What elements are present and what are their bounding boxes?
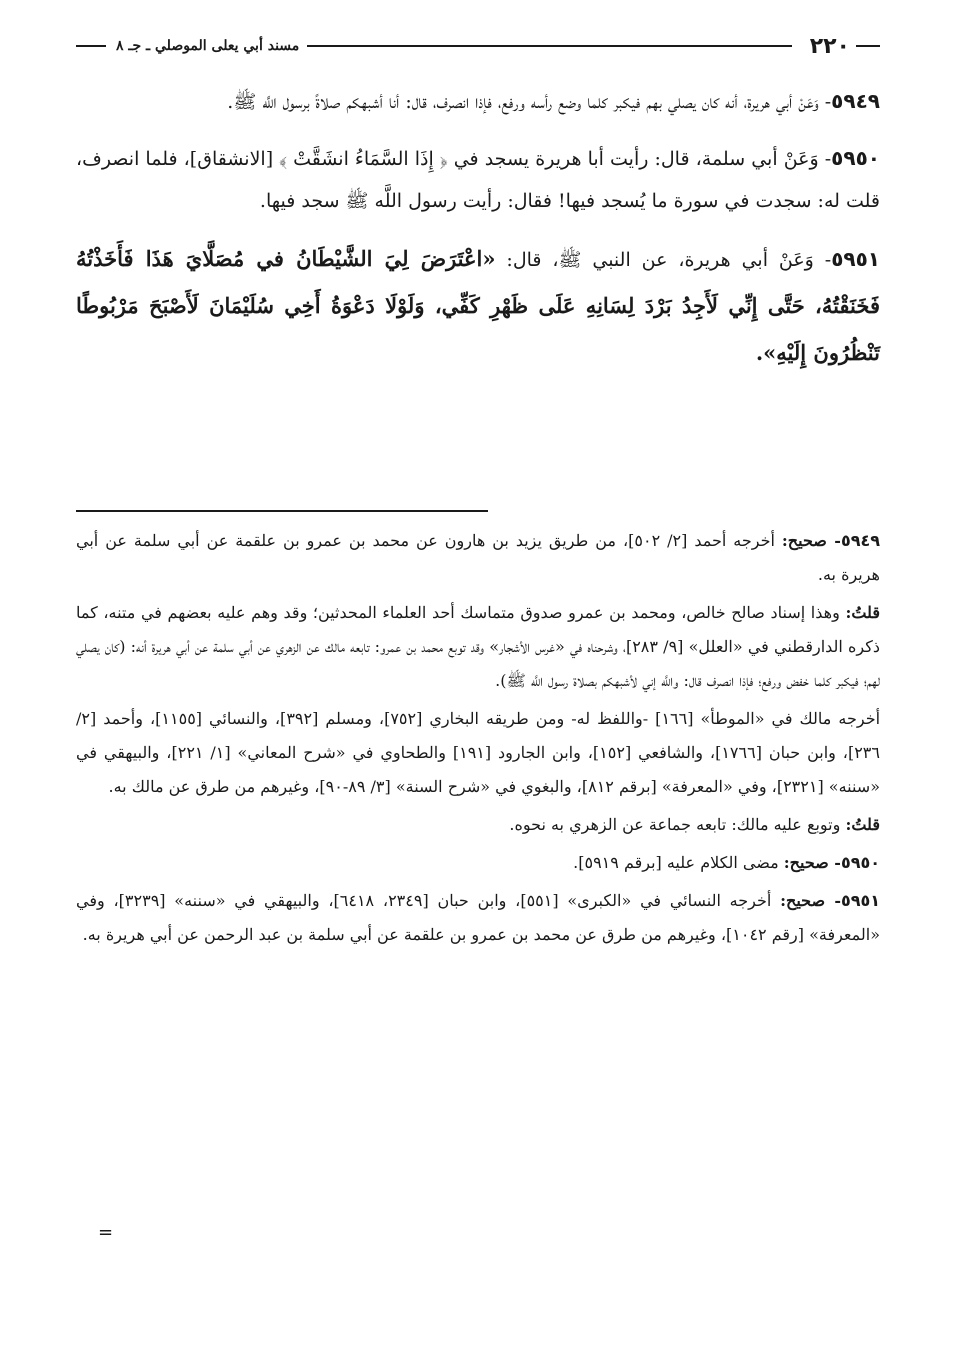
page-header	[76, 30, 880, 62]
note-grade: - صحيح:	[781, 531, 841, 550]
header-dash-end	[76, 45, 106, 47]
note-body: أخرجه أحمد [٢/ ٥٠٢]، من طريق يزيد بن هارون عن محمد بن عمرو بن علقمة عن أبي سلمة عن أبي هريرة به.	[76, 531, 880, 584]
hadith-5950	[76, 137, 880, 222]
note-label: قلتُ:	[845, 603, 880, 622]
hadith-text-block	[76, 80, 880, 391]
note-5951	[76, 884, 880, 952]
note-5950	[76, 846, 880, 880]
footnotes	[76, 524, 880, 956]
note-takhrij	[76, 702, 880, 804]
hadith-body: - وَعَنْ أبي هريرة، أنه كان يصلي بهم فيكبر كلما وضع رأسه ورفع، فإذا انصرف، قال: أنا أشبهكم صلاةً برسول اللَّه ﷺ.	[227, 91, 832, 113]
note-body: وتوبع عليه مالك: تابعه جماعة عن الزهري به نحوه.	[509, 815, 846, 834]
note-body: أخرجه مالك في «الموطأ» [١٦٦] -واللفظ له- ومن طريقه البخاري [٧٥٢]، ومسلم [٣٩٢]، والنسائي [١١٥٥]، وأحمد [٢/ ٢٣٦]، وابن حبان [١٧٦٦]، والشافعي [١٥٢]، وابن الجارود [١٩١] والطحاوي في «شرح المعاني» [١/ ٢٢١]، والبيهقي في «سننه» [٢٣٢١]، وفي «المعرفة» [برقم ٨١٢]، والبغوي في «شرح السنة» [٣/ ٨٩-٩٠]، وغيرهم من طرق عن مالك به.	[76, 709, 881, 796]
hadith-5951	[76, 236, 880, 377]
note-grade: - صحيح:	[783, 853, 841, 872]
header-dash	[856, 45, 880, 47]
note-body: وهذا إسناد صالح خالص، ومحمد بن عمرو صدوق متماسك أحد العلماء المحدثين؛ وقد وهم عليه بعضهم في متنه، كما ذكره الدارقطني في «العلل» [٩/ ٢٨٣]، وشرحناه في «غرس الأشجار» وقد توبع محمد بن عمرو: تابعه مالك عن الزهري عن أبي سلمة عن أبي هريرة أنه: (كان يصلي لهم؛ فيكبر كلما خفض ورفع؛ فإذا انصرف قال: واللَّه إني لأشبهكم بصلاة رسول اللَّه ﷺ).	[76, 603, 881, 690]
note-comment-2	[76, 808, 880, 842]
note-number: ٥٩٤٩	[840, 531, 881, 550]
note-5949	[76, 524, 880, 592]
note-number: ٥٩٥١	[840, 891, 881, 910]
hadith-number: ٥٩٥٠	[831, 146, 880, 170]
book-title: مسند أبي يعلى الموصلي ـ جـ ٨	[116, 38, 300, 54]
note-body: مضى الكلام عليه [برقم ٥٩١٩].	[573, 853, 784, 872]
note-grade: - صحيح:	[780, 891, 841, 910]
hadith-lead: - وَعَنْ أبي هريرة، عن النبي ﷺ، قال:	[495, 249, 832, 271]
page-number: ٢٢٠	[809, 33, 850, 59]
hadith-5949	[76, 80, 880, 123]
note-comment	[76, 596, 880, 698]
hadith-matn: «اعْتَرَضَ لِيَ الشَّيْطَانُ في مُصَلَّايَ هَذَا فَأَخَذْتُهُ فَخَنَقْتُهُ، حَتَّى إِنِّي لَأَجِدُ بَرْدَ لِسَانِهِ عَلَى ظَهْرِ كَفِّي، وَلَوْلَا دَعْوَةُ أَخِي سُلَيْمَانَ لَأَصْبَحَ مَرْبُوطًا تَنْظُرُونَ إِلَيْهِ».	[76, 246, 880, 365]
note-number: ٥٩٥٠	[840, 853, 880, 872]
header-rule	[307, 45, 791, 47]
footnote-separator	[76, 510, 488, 512]
note-body: أخرجه النسائي في «الكبرى» [٥٥١]، وابن حبان [٢٣٤٩، ٦٤١٨]، والبيهقي في «سننه» [٣٢٣٩]، وفي «المعرفة» [رقم ١٠٤٢]، وغيرهم من طرق عن محمد بن عمرو بن علقمة عن أبي سلمة بن عبد الرحمن عن أبي هريرة به.	[76, 891, 880, 944]
hadith-number: ٥٩٤٩	[831, 89, 880, 113]
hadith-body: - وَعَنْ أبي سلمة، قال: رأيت أبا هريرة يسجد في ﴿ إِذَا السَّمَاءُ انشَقَّتْ ﴾ [الانشقاق]، فلما انصرف، قلت له: سجدت في سورة ما يُسجد فيها! فقال: رأيت رسول اللَّه ﷺ سجد فيها.	[76, 148, 880, 212]
note-label: قلتُ:	[845, 815, 880, 834]
continuation-mark: =	[98, 1222, 114, 1243]
hadith-number: ٥٩٥١	[831, 247, 881, 271]
